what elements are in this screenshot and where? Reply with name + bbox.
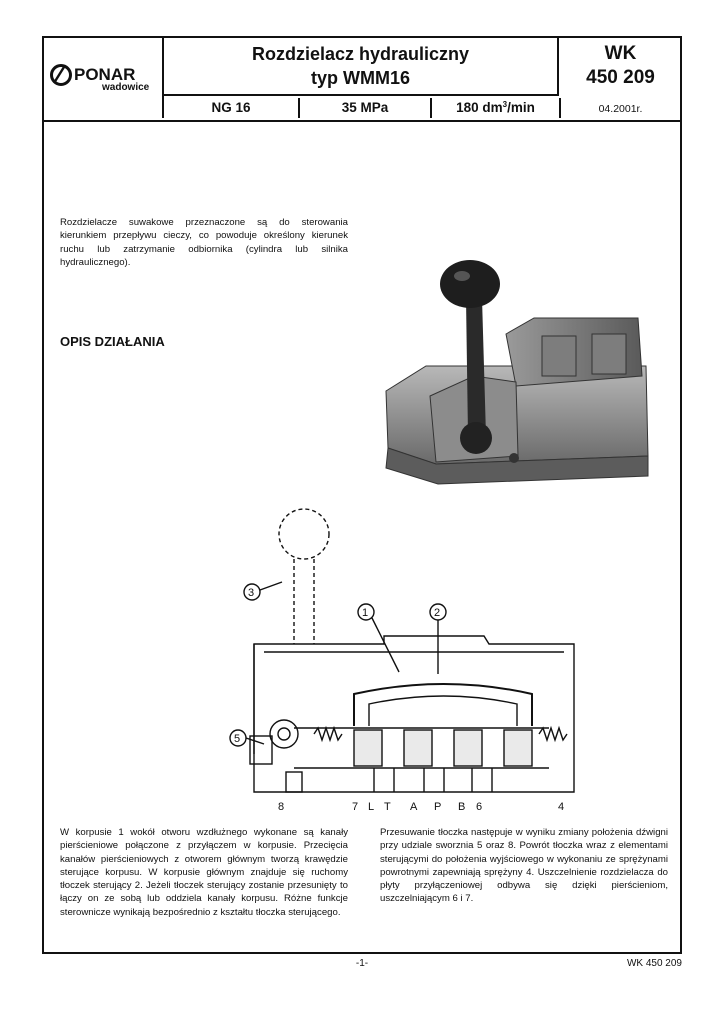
callout-8: 8 (278, 801, 285, 813)
callout-3: 3 (248, 587, 255, 599)
issue-date: 04.2001r. (598, 103, 643, 115)
ponar-logo-mark-icon (52, 66, 71, 85)
page-number: -1- (355, 958, 369, 969)
spec-nominal-size: NG 16 (164, 98, 300, 118)
body-column-right: Przesuwanie tłoczka następuje w wyniku zmiany położenia dźwigni przy udziale sworznia 5 oraz 8. Powrót tłoczka wraz z elementami sterującymi do położenia wyjściowego w wykonaniu ze sprężynami powrotnymi zapewniają sprężyny 4. Uszczelnienie rozdzielacza do płyty przyłączeniowej odbywa się dzięki pierścieniom, uszczelniającym 6 i 7. (380, 827, 668, 905)
spec-flow-exponent: 3 (502, 100, 508, 109)
port-l: L (368, 801, 375, 813)
catalog-code-line1: WK (604, 43, 637, 64)
callout-4: 4 (558, 801, 565, 813)
page-frame (42, 36, 682, 954)
port-t: T (384, 801, 391, 813)
intro-paragraph: Rozdzielacze suwakowe przeznaczone są do sterowania kierunkiem przepływu cieczy, co powoduje określony kierunek ruchu lub zatrzymanie odbiornika (cylindra lub silnika hydraulicznego). (60, 217, 348, 268)
callout-1: 1 (362, 607, 369, 619)
callout-6: 6 (476, 801, 483, 813)
spec-flow-suffix: /min (507, 100, 535, 115)
spec-row (164, 98, 680, 118)
port-b: B (458, 801, 466, 813)
diagram-ports (368, 801, 465, 813)
ponar-logo (44, 38, 162, 118)
callout-5: 5 (234, 733, 241, 745)
document-title-line2: typ WMM16 (311, 68, 410, 88)
callout-7: 7 (352, 801, 359, 813)
footer-code: WK 450 209 (626, 958, 682, 969)
document-header (44, 38, 680, 122)
diagram-callouts (234, 587, 564, 813)
logo-cell (44, 38, 164, 118)
spec-pressure: 35 MPa (300, 98, 432, 118)
code-cell (561, 38, 680, 96)
body-column-left: W korpusie 1 wokół otworu wzdłużnego wykonane są kanały pierścieniowe połączone z przyłączem w korpusie. Przecięcia kanałów pierścieniowych z otworem głównym tworzą krawędzie sterujące korpusu. W korpusie głównym znajduje się ruchomy tłoczek sterujący 2. Jeżeli tłoczek sterujący zostanie przesunięty to łączy on ze sobą lub oddziela kanały korpusu. Różne funkcje sterownicze wynikają bezpośrednio z kształtu tłoczka sterującego. (60, 827, 348, 918)
valve-photo (366, 226, 654, 502)
logo-subtext: wadowice (102, 82, 150, 93)
port-p: P (434, 801, 442, 813)
catalog-code-line2: 450 209 (586, 67, 655, 88)
document-title-line1: Rozdzielacz hydrauliczny (251, 44, 470, 64)
spec-flow-prefix: 180 dm (456, 100, 503, 115)
logo-text: PONAR (74, 65, 136, 84)
port-a: A (410, 801, 418, 813)
sectional-drawing (194, 504, 594, 814)
title-cell (164, 38, 559, 96)
callout-2: 2 (434, 607, 441, 619)
section-title: OPIS DZIAŁANIA (60, 334, 165, 349)
spec-flow (432, 98, 561, 118)
